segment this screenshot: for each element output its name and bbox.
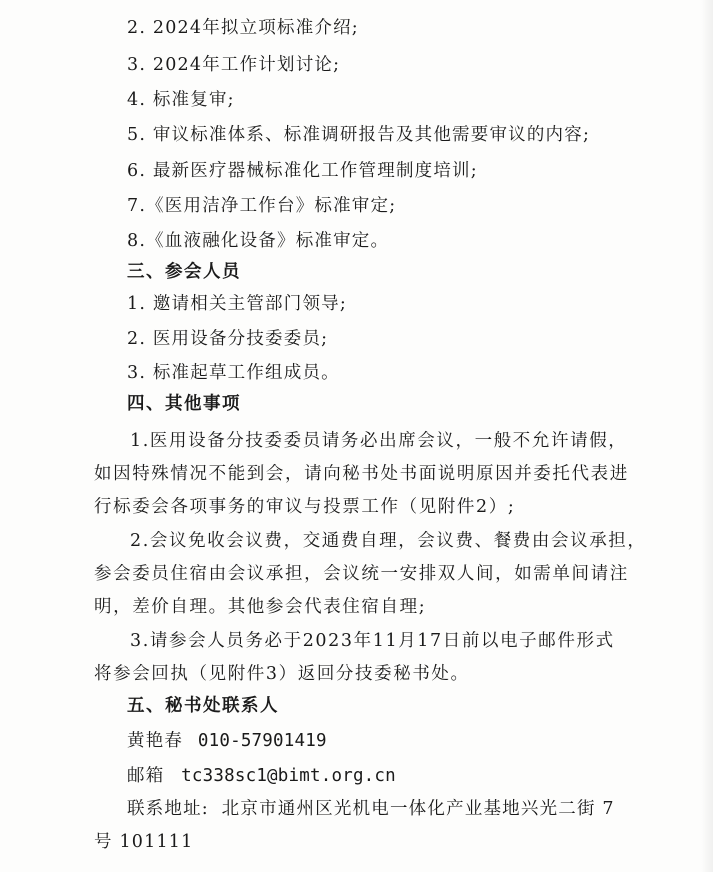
agenda-item-2: 2. 2024年拟立项标准介绍; [127,18,359,38]
address-line-2: 号 101111 [94,832,194,852]
attendee-item-3: 3. 标准起草工作组成员。 [127,363,340,383]
agenda-item-7: 7.《医用洁净工作台》标准审定; [127,196,397,216]
notice-paragraph-2-line-1: 2.会议免收会议费，交通费自理，会议费、餐费由会议承担， [130,531,647,551]
attendee-item-1: 1. 邀请相关主管部门领导; [127,294,347,314]
address-line-1 [127,798,615,820]
email-value: tc338sc1@bimt.org.cn [181,766,396,786]
attendee-item-2: 2. 医用设备分技委委员; [127,329,329,349]
address-label: 联系地址: [127,799,209,819]
section-four-heading: 四、其他事项 [127,394,241,414]
notice-paragraph-1-line-3: 行标委会各项事务的审议与投票工作（见附件2）; [94,497,516,517]
email-label: 邮箱 [127,766,165,786]
agenda-item-5: 5. 审议标准体系、标准调研报告及其他需要审议的内容; [127,125,591,145]
contact-line [127,730,327,752]
agenda-item-8: 8.《血液融化设备》标准审定。 [127,231,390,251]
address-text-1: 北京市通州区光机电一体化产业基地兴光二街 7 [221,799,615,819]
notice-paragraph-1-line-2: 如因特殊情况不能到会，请向秘书处书面说明原因并委托代表进 [94,464,629,484]
agenda-item-4: 4. 标准复审; [127,90,235,110]
email-line [127,765,396,787]
notice-paragraph-2-line-3: 明，差价自理。其他参会代表住宿自理; [94,597,427,617]
agenda-item-3: 3. 2024年工作计划讨论; [127,55,341,75]
scan-edge-shadow [701,0,713,872]
notice-paragraph-2-line-2: 参会委员住宿由会议承担，会议统一安排双人间，如需单间请注 [94,564,629,584]
notice-paragraph-3-line-1: 3.请参会人员务必于2023年11月17日前以电子邮件形式 [130,631,615,651]
notice-paragraph-3-line-2: 将参会回执（见附件3）返回分技委秘书处。 [94,664,470,684]
contact-name: 黄艳春 [127,731,184,751]
section-five-heading: 五、秘书处联系人 [127,696,279,716]
section-three-heading: 三、参会人员 [127,262,241,282]
contact-phone: 010-57901419 [197,731,327,751]
notice-paragraph-1-line-1: 1.医用设备分技委委员请务必出席会议，一般不允许请假， [130,431,628,451]
agenda-item-6: 6. 最新医疗器械标准化工作管理制度培训; [127,161,478,181]
